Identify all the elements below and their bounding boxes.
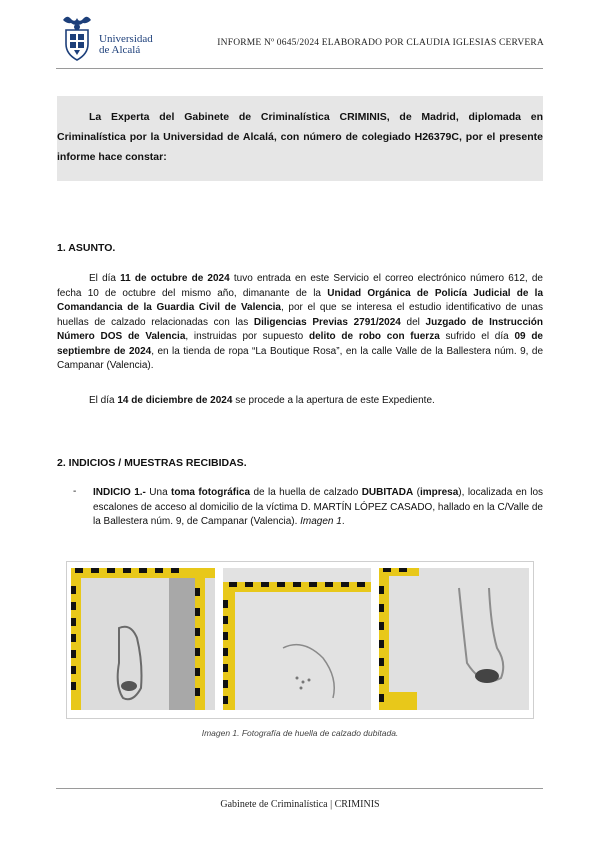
text-run: Diligencias Previas 2791/2024: [253, 316, 401, 328]
page-footer: Gabinete de Criminalística | CRIMINIS: [220, 799, 380, 810]
text-run: impresa: [419, 487, 459, 498]
text-run: El día: [89, 395, 118, 406]
text-run: 14 de diciembre de 2024: [117, 395, 233, 406]
text-run: de la huella de calzado: [250, 487, 362, 498]
text-run: DUBITADA: [361, 487, 414, 498]
footer-divider: [56, 788, 543, 789]
indicio-1-item: [93, 486, 543, 530]
section-heading-indicios: 2. INDICIOS / MUESTRAS RECIBIDAS.: [57, 457, 247, 469]
report-header-title: INFORME Nº 0645/2024 ELABORADO POR CLAUDIA IGLESIAS CERVERA: [217, 38, 544, 48]
text-run: , por el que se interesa el estudio identificativo de unas huellas de calzado relacionadas con las: [57, 302, 543, 328]
text-run: tuvo entrada en este Servicio el correo electrónico número 612, de fecha 10 de octubre del mismo año, dimanante de la: [57, 273, 543, 299]
text-run: del: [400, 316, 426, 328]
figure-caption: Imagen 1. Fotografía de huella de calzado dubitada.: [201, 728, 399, 738]
list-bullet: -: [73, 486, 77, 497]
text-run: Una: [145, 487, 172, 498]
text-run: toma fotográfica: [171, 487, 251, 498]
intro-text: La Experta del Gabinete de Criminalística CRIMINIS, de Madrid, diplomada en Criminalística por la Universidad de Alcalá, con número de colegiado H26379C, por el presente informe hace constar:: [57, 111, 543, 163]
evidence-photo-2: [223, 568, 371, 710]
text-run: INDICIO 1.-: [93, 487, 146, 498]
text-run: Unidad Orgánica de Policía Judicial de la Comandancia de la Guardia Civil de Valencia: [57, 287, 544, 313]
university-logo: [57, 14, 157, 62]
university-name: Universidad de Alcalá: [99, 33, 153, 56]
text-run: El día: [89, 273, 121, 284]
text-run: , instruidas por supuesto: [185, 331, 309, 342]
text-run: 11 de octubre de 2024: [120, 273, 230, 284]
evidence-photo-3: [379, 568, 529, 710]
evidence-photo-1: [71, 568, 215, 710]
intro-box: [57, 96, 543, 181]
text-run: (: [413, 487, 420, 498]
evidence-photo-panel: [66, 561, 534, 719]
section-heading-asunto: 1. ASUNTO.: [57, 242, 116, 254]
text-run: Imagen 1: [300, 516, 342, 527]
text-run: delito de robo con fuerza: [309, 331, 440, 342]
text-run: .: [341, 516, 345, 527]
text-run: sufrido el día: [439, 331, 515, 342]
asunto-paragraph-2: [57, 394, 543, 409]
text-run: , en la tienda de ropa “La Boutique Rosa”, en la calle Valle de la Ballestera núm. 9, de Campanar (Valencia).: [57, 345, 544, 371]
header-divider: [56, 68, 543, 69]
university-crest-icon: [57, 14, 97, 62]
text-run: se procede a la apertura de este Expediente.: [232, 395, 435, 406]
text-run: Juzgado de Instrucción Número DOS de Valencia: [57, 316, 543, 342]
text-run: ), localizada en los escalones de acceso al domicilio de la víctima D. MARTÍN LÓPEZ CASADO, hallado en la C/Valle de la Ballestera núm. 9, de Campanar (Valencia).: [93, 487, 544, 527]
asunto-paragraph-1: [57, 272, 543, 374]
text-run: 09 de septiembre de 2024: [57, 331, 543, 357]
